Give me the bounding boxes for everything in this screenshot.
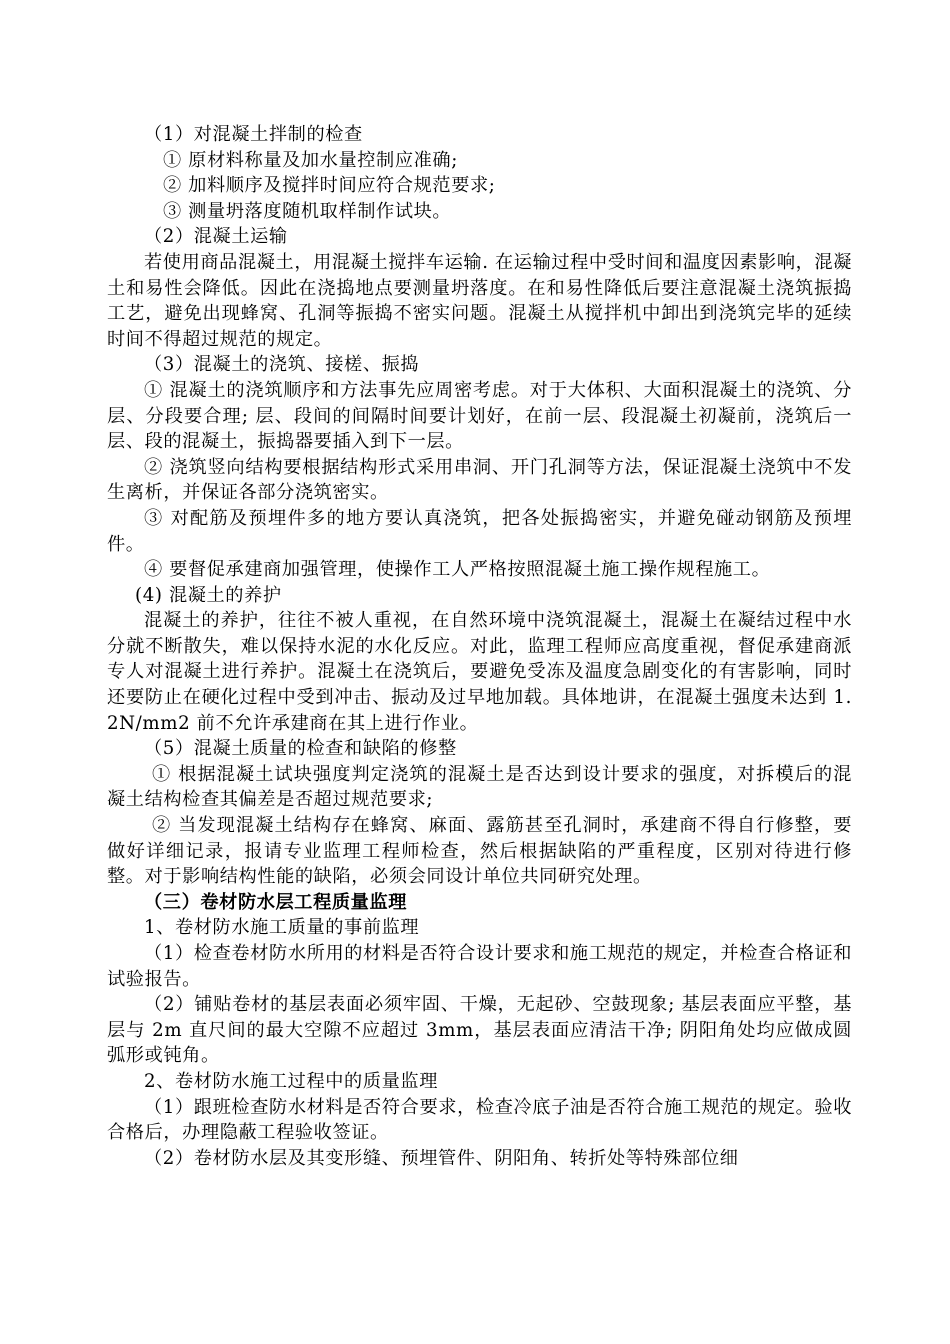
list-item: ③ 对配筋及预埋件多的地方要认真浇筑，把各处振捣密实，并避免碰动钢筋及预埋件。 <box>107 507 852 555</box>
list-item: ② 浇筑竖向结构要根据结构形式采用串洞、开门孔洞等方法，保证混凝土浇筑中不发生离析，并保证各部分浇筑密实。 <box>107 456 852 504</box>
list-item: ① 原材料称量及加水量控制应准确; <box>163 149 458 171</box>
list-item: ② 加料顺序及搅拌时间应符合规范要求; <box>163 175 496 197</box>
body-paragraph: 混凝土的养护，往往不被人重视，在自然环境中浇筑混凝土，混凝土在凝结过程中水分就不断散失，难以保持水泥的水化反应。对此，监理工程师应高度重视，督促承建商派专人对混凝土进行养护。混凝土在浇筑后，要避免受冻及温度急剧变化的有害影响，同时还要防止在硬化过程中受到冲击、振动及过早地加载。具体地讲，在混凝土强度未达到 1.2N/mm2 前不允许承建商在其上进行作业。 <box>107 610 852 734</box>
subsection-heading-3: （3）混凝土的浇筑、接槎、振捣 <box>144 354 420 376</box>
subsection-heading-4: (4) 混凝土的养护 <box>135 584 282 606</box>
subheading: 1、卷材防水施工质量的事前监理 <box>144 917 420 939</box>
subsection-heading-2: （2）混凝土运输 <box>144 226 288 248</box>
subheading: 2、卷材防水施工过程中的质量监理 <box>144 1070 438 1092</box>
document-body <box>107 122 852 1171</box>
list-item: ① 根据混凝土试块强度判定浇筑的混凝土是否达到设计要求的强度，对拆模后的混凝土结构检查其偏差是否超过规范要求; <box>107 763 852 811</box>
list-item: ① 混凝土的浇筑顺序和方法事先应周密考虑。对于大体积、大面积混凝土的浇筑、分层、分段要合理; 层、段间的间隔时间要计划好，在前一层、段混凝土初凝前，浇筑后一层、段的混凝土，振捣器要插入到下一层。 <box>107 379 852 453</box>
body-paragraph: （1）跟班检查防水材料是否符合要求，检查冷底子油是否符合施工规范的规定。验收合格后，办理隐蔽工程验收签证。 <box>107 1096 852 1144</box>
list-item: ④ 要督促承建商加强管理，使操作工人严格按照混凝土施工操作规程施工。 <box>144 559 771 581</box>
list-item: ② 当发现混凝土结构存在蜂窝、麻面、露筋甚至孔洞时，承建商不得自行修整，要做好详细记录，报请专业监理工程师检查，然后根据缺陷的严重程度，区别对待进行修整。对于影响结构性能的缺陷，必须会同设计单位共同研究处理。 <box>107 815 852 888</box>
body-paragraph: 若使用商品混凝土，用混凝土搅拌车运输. 在运输过程中受时间和温度因素影响，混凝土和易性会降低。因此在浇捣地点要测量坍落度。在和易性降低后要注意混凝土浇筑振捣工艺，避免出现蜂窝、孔洞等振捣不密实问题。混凝土从搅拌机中卸出到浇筑完毕的延续时间不得超过规范的规定。 <box>107 251 852 350</box>
subsection-heading-1: （1）对混凝土拌制的检查 <box>144 124 363 145</box>
subsection-heading-5: （5）混凝土质量的检查和缺陷的修整 <box>144 738 457 760</box>
body-paragraph: （2）卷材防水层及其变形缝、预埋管件、阴阳角、转折处等特殊部位细 <box>144 1147 739 1169</box>
section-heading: （三）卷材防水层工程质量监理 <box>144 891 408 913</box>
body-paragraph: （1）检查卷材防水所用的材料是否符合设计要求和施工规范的规定，并检查合格证和试验报告。 <box>107 943 852 990</box>
list-item: ③ 测量坍落度随机取样制作试块。 <box>163 200 452 222</box>
body-paragraph: （2）铺贴卷材的基层表面必须牢固、干燥，无起砂、空鼓现象; 基层表面应平整，基层与 2m 直尺间的最大空隙不应超过 3mm，基层表面应清洁干净; 阴阳角处均应做成圆弧形或钝角。 <box>107 994 852 1067</box>
